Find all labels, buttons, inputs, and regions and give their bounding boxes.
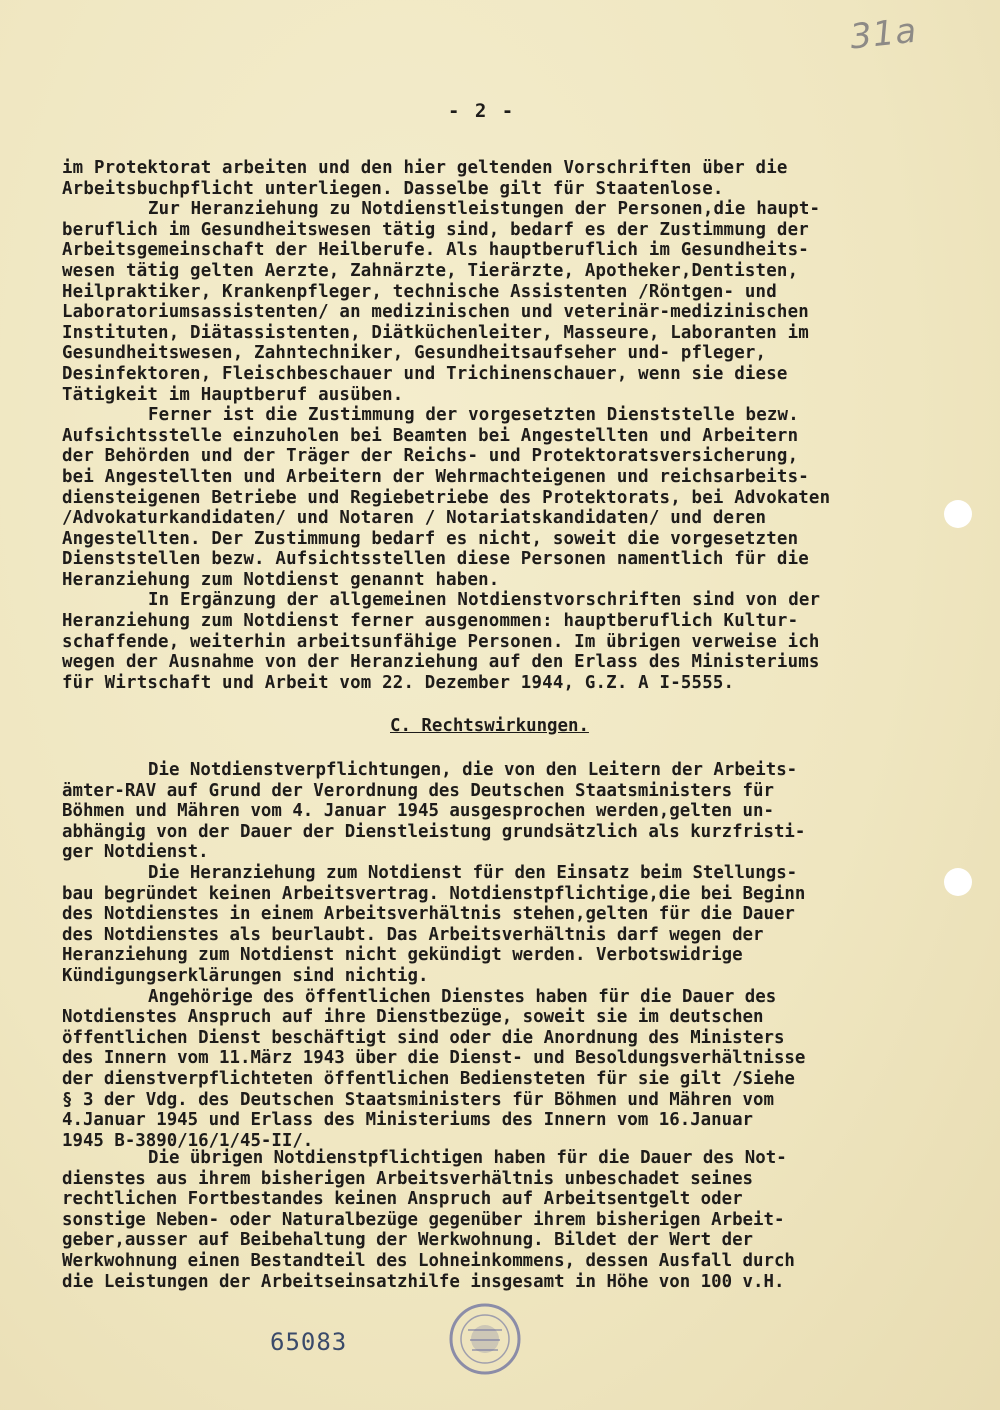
text-line: für Wirtschaft und Arbeit vom 22. Dezember 1944, G.Z. A I-5555. <box>62 672 735 693</box>
text-line: öffentlichen Dienst beschäftigt sind oder die Anordnung des Ministers <box>62 1027 785 1048</box>
text-line: Arbeitsbuchpflicht unterliegen. Dasselbe gilt für Staatenlose. <box>62 178 724 199</box>
text-line: wegen der Ausnahme von der Heranziehung auf den Erlass des Ministeriums <box>62 652 820 673</box>
text-line: der Behörden und der Träger der Reichs- und Protektoratsversicherung, <box>62 446 799 467</box>
text-line: Tätigkeit im Hauptberuf ausüben. <box>62 384 404 405</box>
folio-number: 31a <box>848 10 920 58</box>
text-line: Böhmen und Mähren vom 4. Januar 1945 ausgesprochen werden,gelten un- <box>62 801 774 822</box>
text-line: In Ergänzung der allgemeinen Notdienstvorschriften sind von der <box>148 590 821 611</box>
paragraph <box>62 1148 942 1292</box>
text-line: schaffende, weiterhin arbeitsunfähige Personen. Im übrigen verweise ich <box>62 631 820 652</box>
punch-hole-top <box>944 500 972 528</box>
text-line: der dienstverpflichteten öffentlichen Bediensteten für sie gilt /Siehe <box>62 1068 795 1089</box>
paragraph <box>62 590 942 693</box>
text-line: bei Angestellten und Arbeitern der Wehrmachteigenen und reichsarbeits- <box>62 466 809 487</box>
text-line: Notdienstes Anspruch auf ihre Dienstbezüge, soweit sie im deutschen <box>62 1007 764 1028</box>
text-line: Angestellten. Der Zustimmung bedarf es nicht, soweit die vorgesetzten <box>62 528 799 549</box>
text-line: Heranziehung zum Notdienst genannt haben. <box>62 569 500 590</box>
page-number: - 2 - <box>448 100 516 122</box>
text-line: 4.Januar 1945 und Erlass des Ministeriums des Innern vom 16.Januar <box>62 1110 754 1131</box>
text-line: Aufsichtsstelle einzuholen bei Beamten bei Angestellten und Arbeitern <box>62 425 799 446</box>
paragraph <box>62 987 942 1152</box>
text-line: Heilpraktiker, Krankenpfleger, technische Assistenten /Röntgen- und <box>62 281 777 302</box>
text-line: sonstige Neben- oder Naturalbezüge gegenüber ihrem bisherigen Arbeit- <box>62 1209 785 1230</box>
text-line: des Innern vom 11.März 1943 über die Dienst- und Besoldungsverhältnisse <box>62 1048 806 1069</box>
text-line: Laboratoriumsassistenten/ an medizinischen und veterinär-medizinischen <box>62 302 809 323</box>
text-line: rechtlichen Fortbestandes keinen Anspruch auf Arbeitsentgelt oder <box>62 1189 743 1210</box>
archive-number: 65083 <box>270 1328 348 1356</box>
section-heading: C. Rechtswirkungen. <box>390 716 589 736</box>
text-line: Die Heranziehung zum Notdienst für den Einsatz beim Stellungs- <box>148 862 798 883</box>
text-line: § 3 der Vdg. des Deutschen Staatsministers für Böhmen und Mähren vom <box>62 1089 774 1110</box>
body-section-2 <box>62 760 942 1151</box>
text-line: Ferner ist die Zustimmung der vorgesetzten Dienststelle bezw. <box>148 405 799 426</box>
paragraph <box>62 199 942 405</box>
paragraph <box>62 405 942 590</box>
text-line: Arbeitsgemeinschaft der Heilberufe. Als hauptberuflich im Gesundheits- <box>62 240 809 261</box>
text-line: diensteigenen Betriebe und Regiebetriebe des Protektorats, bei Advokaten <box>62 487 831 508</box>
text-line: Dienststellen bezw. Aufsichtsstellen diese Personen namentlich für die <box>62 549 809 570</box>
text-line: Angehörige des öffentlichen Dienstes haben für die Dauer des <box>148 986 777 1007</box>
text-line: Desinfektoren, Fleischbeschauer und Trichinenschauer, wenn sie diese <box>62 363 788 384</box>
text-line: die Leistungen der Arbeitseinsatzhilfe insgesamt in Höhe von 100 v.H. <box>62 1271 785 1292</box>
text-line: bau begründet keinen Arbeitsvertrag. Notdienstpflichtige,die bei Beginn <box>62 883 806 904</box>
text-line: abhängig von der Dauer der Dienstleistung grundsätzlich als kurzfristi- <box>62 821 806 842</box>
body-section-1 <box>62 158 942 693</box>
text-line: Instituten, Diätassistenten, Diätküchenleiter, Masseure, Laboranten im <box>62 322 809 343</box>
text-line: Heranziehung zum Notdienst nicht gekündigt werden. Verbotswidrige <box>62 945 743 966</box>
body-section-3 <box>62 1148 942 1292</box>
text-line: Werkwohnung einen Bestandteil des Lohneinkommens, dessen Ausfall durch <box>62 1250 795 1271</box>
paragraph <box>62 158 942 199</box>
text-line: ämter-RAV auf Grund der Verordnung des Deutschen Staatsministers für <box>62 780 774 801</box>
text-line: im Protektorat arbeiten und den hier geltenden Vorschriften über die <box>62 158 788 178</box>
paragraph <box>62 760 942 863</box>
text-line: des Notdienstes als beurlaubt. Das Arbeitsverhältnis darf wegen der <box>62 924 764 945</box>
text-line: Gesundheitswesen, Zahntechniker, Gesundheitsaufseher und- pfleger, <box>62 343 767 364</box>
text-line: wesen tätig gelten Aerzte, Zahnärzte, Tierärzte, Apotheker,Dentisten, <box>62 260 799 281</box>
archive-stamp-icon <box>446 1300 524 1378</box>
text-line: Kündigungserklärungen sind nichtig. <box>62 965 429 986</box>
punch-hole-bottom <box>944 868 972 896</box>
text-line: Die übrigen Notdienstpflichtigen haben für die Dauer des Not- <box>148 1148 787 1168</box>
text-line: dienstes aus ihrem bisherigen Arbeitsverhältnis unbeschadet seines <box>62 1168 754 1189</box>
paragraph <box>62 863 942 987</box>
text-line: Die Notdienstverpflichtungen, die von den Leitern der Arbeits- <box>148 760 798 780</box>
text-line: des Notdienstes in einem Arbeitsverhältnis stehen,gelten für die Dauer <box>62 904 795 925</box>
text-line: /Advokaturkandidaten/ und Notaren / Notariatskandidaten/ und deren <box>62 508 767 529</box>
text-line: 1945 B-3890/16/1/45-II/. <box>62 1130 314 1151</box>
text-line: Zur Heranziehung zu Notdienstleistungen der Personen,die haupt- <box>148 199 821 220</box>
text-line: ger Notdienst. <box>62 842 209 863</box>
text-line: Heranziehung zum Notdienst ferner ausgenommen: hauptberuflich Kultur- <box>62 611 799 632</box>
text-line: geber,ausser auf Beibehaltung der Werkwohnung. Bildet der Wert der <box>62 1230 754 1251</box>
text-line: beruflich im Gesundheitswesen tätig sind, bedarf es der Zustimmung der <box>62 219 809 240</box>
